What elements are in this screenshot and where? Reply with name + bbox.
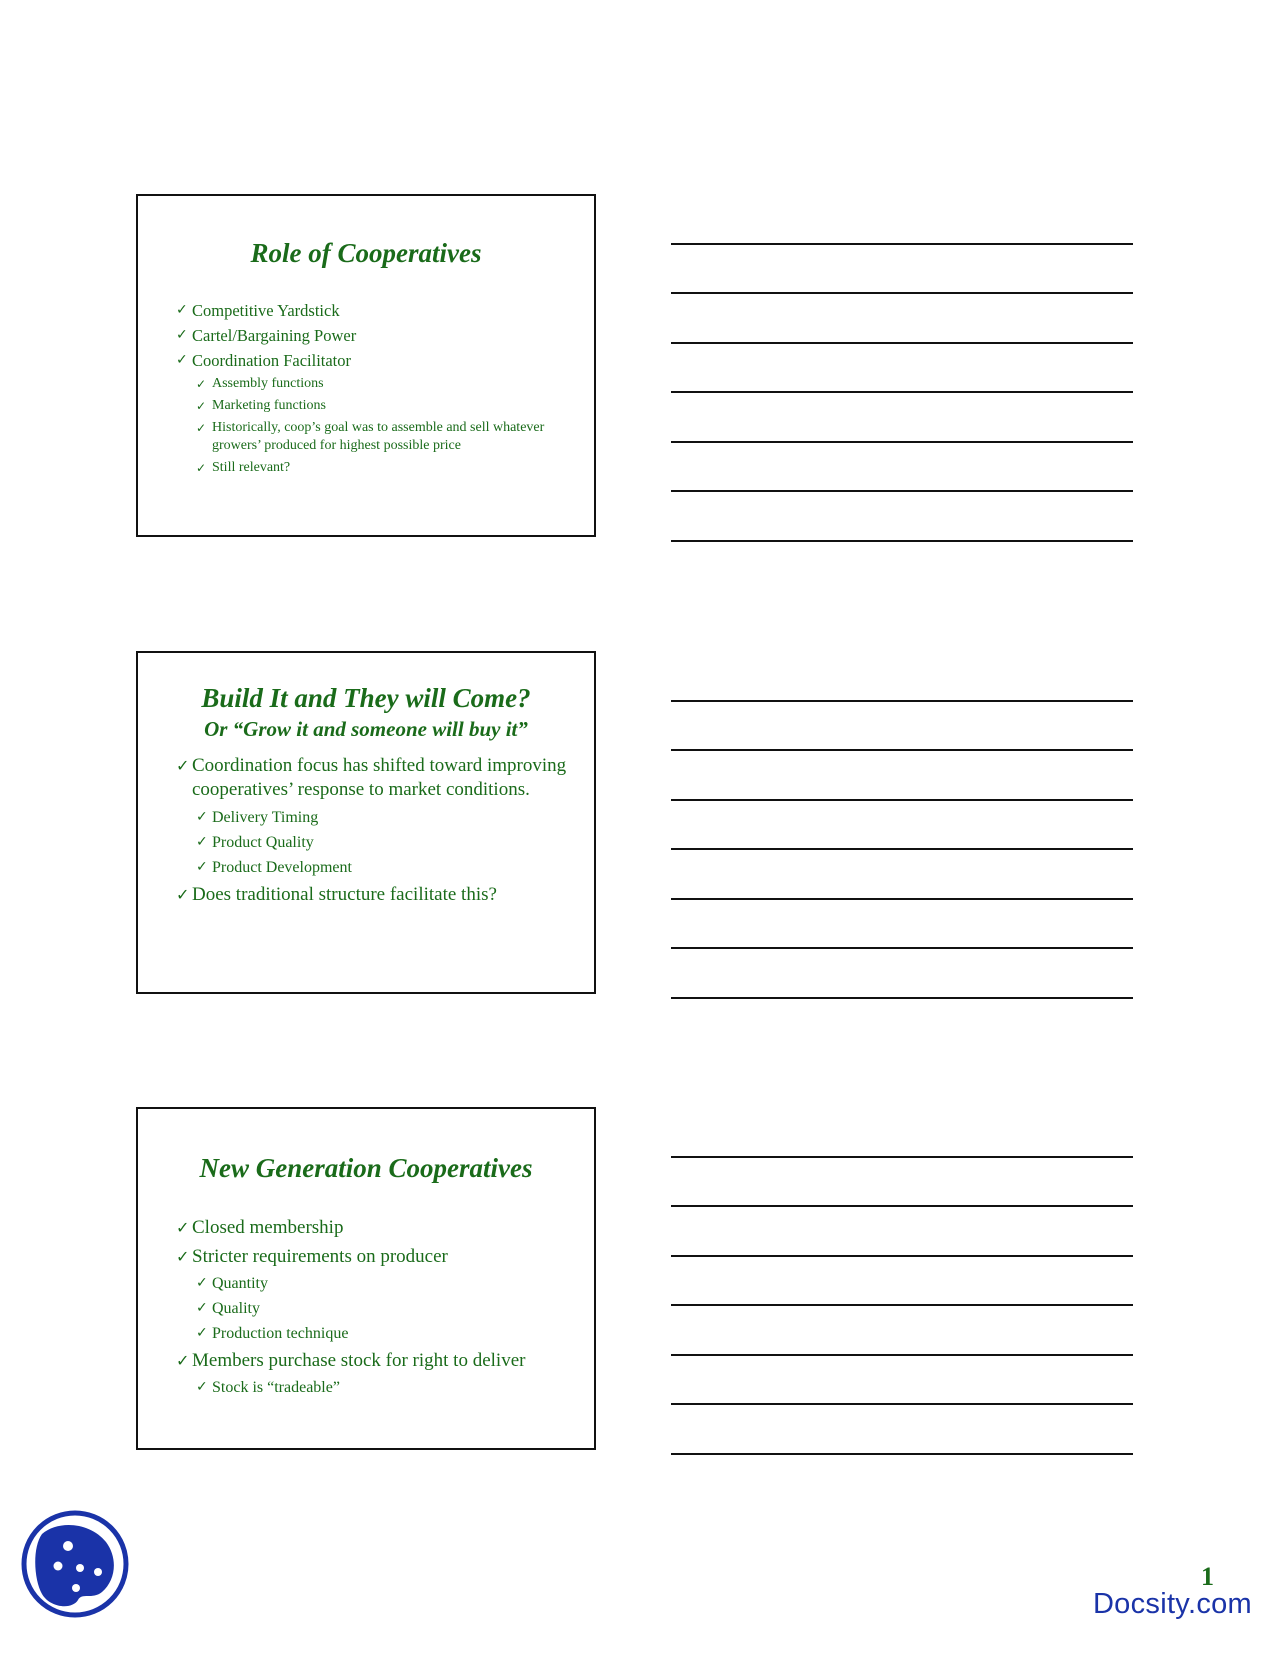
note-line	[671, 1156, 1133, 1158]
docsity-logo-icon	[20, 1508, 130, 1620]
bullet-list	[176, 754, 574, 910]
slide-build-it-and-they-will-come	[136, 651, 596, 994]
bullet-item: ✓ Cartel/Bargaining Power	[176, 323, 574, 348]
note-line	[671, 749, 1133, 751]
sub-bullet-item: ✓ Historically, coop’s goal was to assemble and sell whatever growers’ produced for highest possible price	[196, 420, 545, 453]
sub-bullet-item: ✓ Quantity	[176, 1271, 574, 1296]
note-line	[671, 947, 1133, 949]
bullet-item: ✓ Coordination focus has shifted toward improving cooperatives’ response to market conditions.	[176, 755, 567, 800]
checkmark-icon: ✓	[196, 1379, 208, 1395]
docsity-brand-link[interactable]: Docsity.com	[1092, 1588, 1252, 1620]
checkmark-icon: ✓	[196, 1275, 208, 1291]
checkmark-icon: ✓	[176, 1247, 190, 1266]
bullet-list	[176, 1213, 574, 1400]
note-line	[671, 391, 1133, 393]
note-line	[671, 898, 1133, 900]
note-line	[671, 1354, 1133, 1356]
slide-new-generation-cooperatives	[136, 1107, 596, 1450]
sub-bullet-item: ✓ Product Development	[176, 855, 574, 880]
checkmark-icon: ✓	[196, 399, 207, 413]
checkmark-icon: ✓	[176, 885, 190, 904]
sub-bullet-item: ✓ Quality	[176, 1296, 574, 1321]
note-line	[671, 490, 1133, 492]
note-line	[671, 848, 1133, 850]
sub-bullet-item: ✓ Stock is “tradeable”	[176, 1375, 574, 1400]
bullet-item: ✓ Does traditional structure facilitate this?	[176, 884, 497, 905]
bullet-item: ✓ Stricter requirements on producer	[176, 1242, 574, 1271]
slide-subtitle: Or “Grow it and someone will buy it”	[204, 717, 528, 741]
note-line	[671, 1304, 1133, 1306]
sub-bullet-item: ✓ Product Quality	[176, 830, 574, 855]
note-line	[671, 799, 1133, 801]
checkmark-icon: ✓	[176, 327, 188, 343]
checkmark-icon: ✓	[176, 302, 188, 318]
note-line	[671, 342, 1133, 344]
bullet-list	[176, 298, 574, 481]
bullet-item: ✓ Competitive Yardstick	[176, 298, 574, 323]
bullet-item: ✓ Members purchase stock for right to deliver	[176, 1346, 574, 1375]
checkmark-icon: ✓	[176, 1351, 190, 1370]
note-line	[671, 441, 1133, 443]
sub-bullet-item: ✓ Marketing functions	[196, 398, 326, 413]
slide-role-of-cooperatives	[136, 194, 596, 537]
note-line	[671, 1255, 1133, 1257]
checkmark-icon: ✓	[196, 421, 207, 435]
sub-bullet-item: ✓ Still relevant?	[196, 460, 291, 475]
slide-title: Role of Cooperatives	[250, 238, 482, 268]
checkmark-icon: ✓	[196, 1300, 208, 1316]
note-line	[671, 997, 1133, 999]
checkmark-icon: ✓	[196, 461, 207, 475]
checkmark-icon: ✓	[196, 377, 207, 391]
page-number: 1	[1201, 1562, 1214, 1591]
sub-bullet-item: ✓ Delivery Timing	[176, 805, 574, 830]
bullet-item: ✓ Coordination Facilitator	[176, 348, 574, 373]
sub-bullet-item: ✓ Production technique	[176, 1321, 574, 1346]
slide-title: Build It and They will Come?	[201, 683, 531, 713]
sub-bullet-item: ✓ Assembly functions	[196, 376, 324, 391]
checkmark-icon: ✓	[196, 834, 208, 850]
checkmark-icon: ✓	[176, 1218, 190, 1237]
note-line	[671, 1453, 1133, 1455]
checkmark-icon: ✓	[176, 352, 188, 368]
checkmark-icon: ✓	[196, 809, 208, 825]
note-line	[671, 540, 1133, 542]
note-line	[671, 243, 1133, 245]
checkmark-icon: ✓	[196, 859, 208, 875]
checkmark-icon: ✓	[176, 756, 190, 775]
slide-title: New Generation Cooperatives	[199, 1153, 533, 1183]
checkmark-icon: ✓	[196, 1325, 208, 1341]
note-line	[671, 292, 1133, 294]
note-line	[671, 700, 1133, 702]
note-line	[671, 1403, 1133, 1405]
bullet-item: ✓ Closed membership	[176, 1213, 574, 1242]
note-line	[671, 1205, 1133, 1207]
